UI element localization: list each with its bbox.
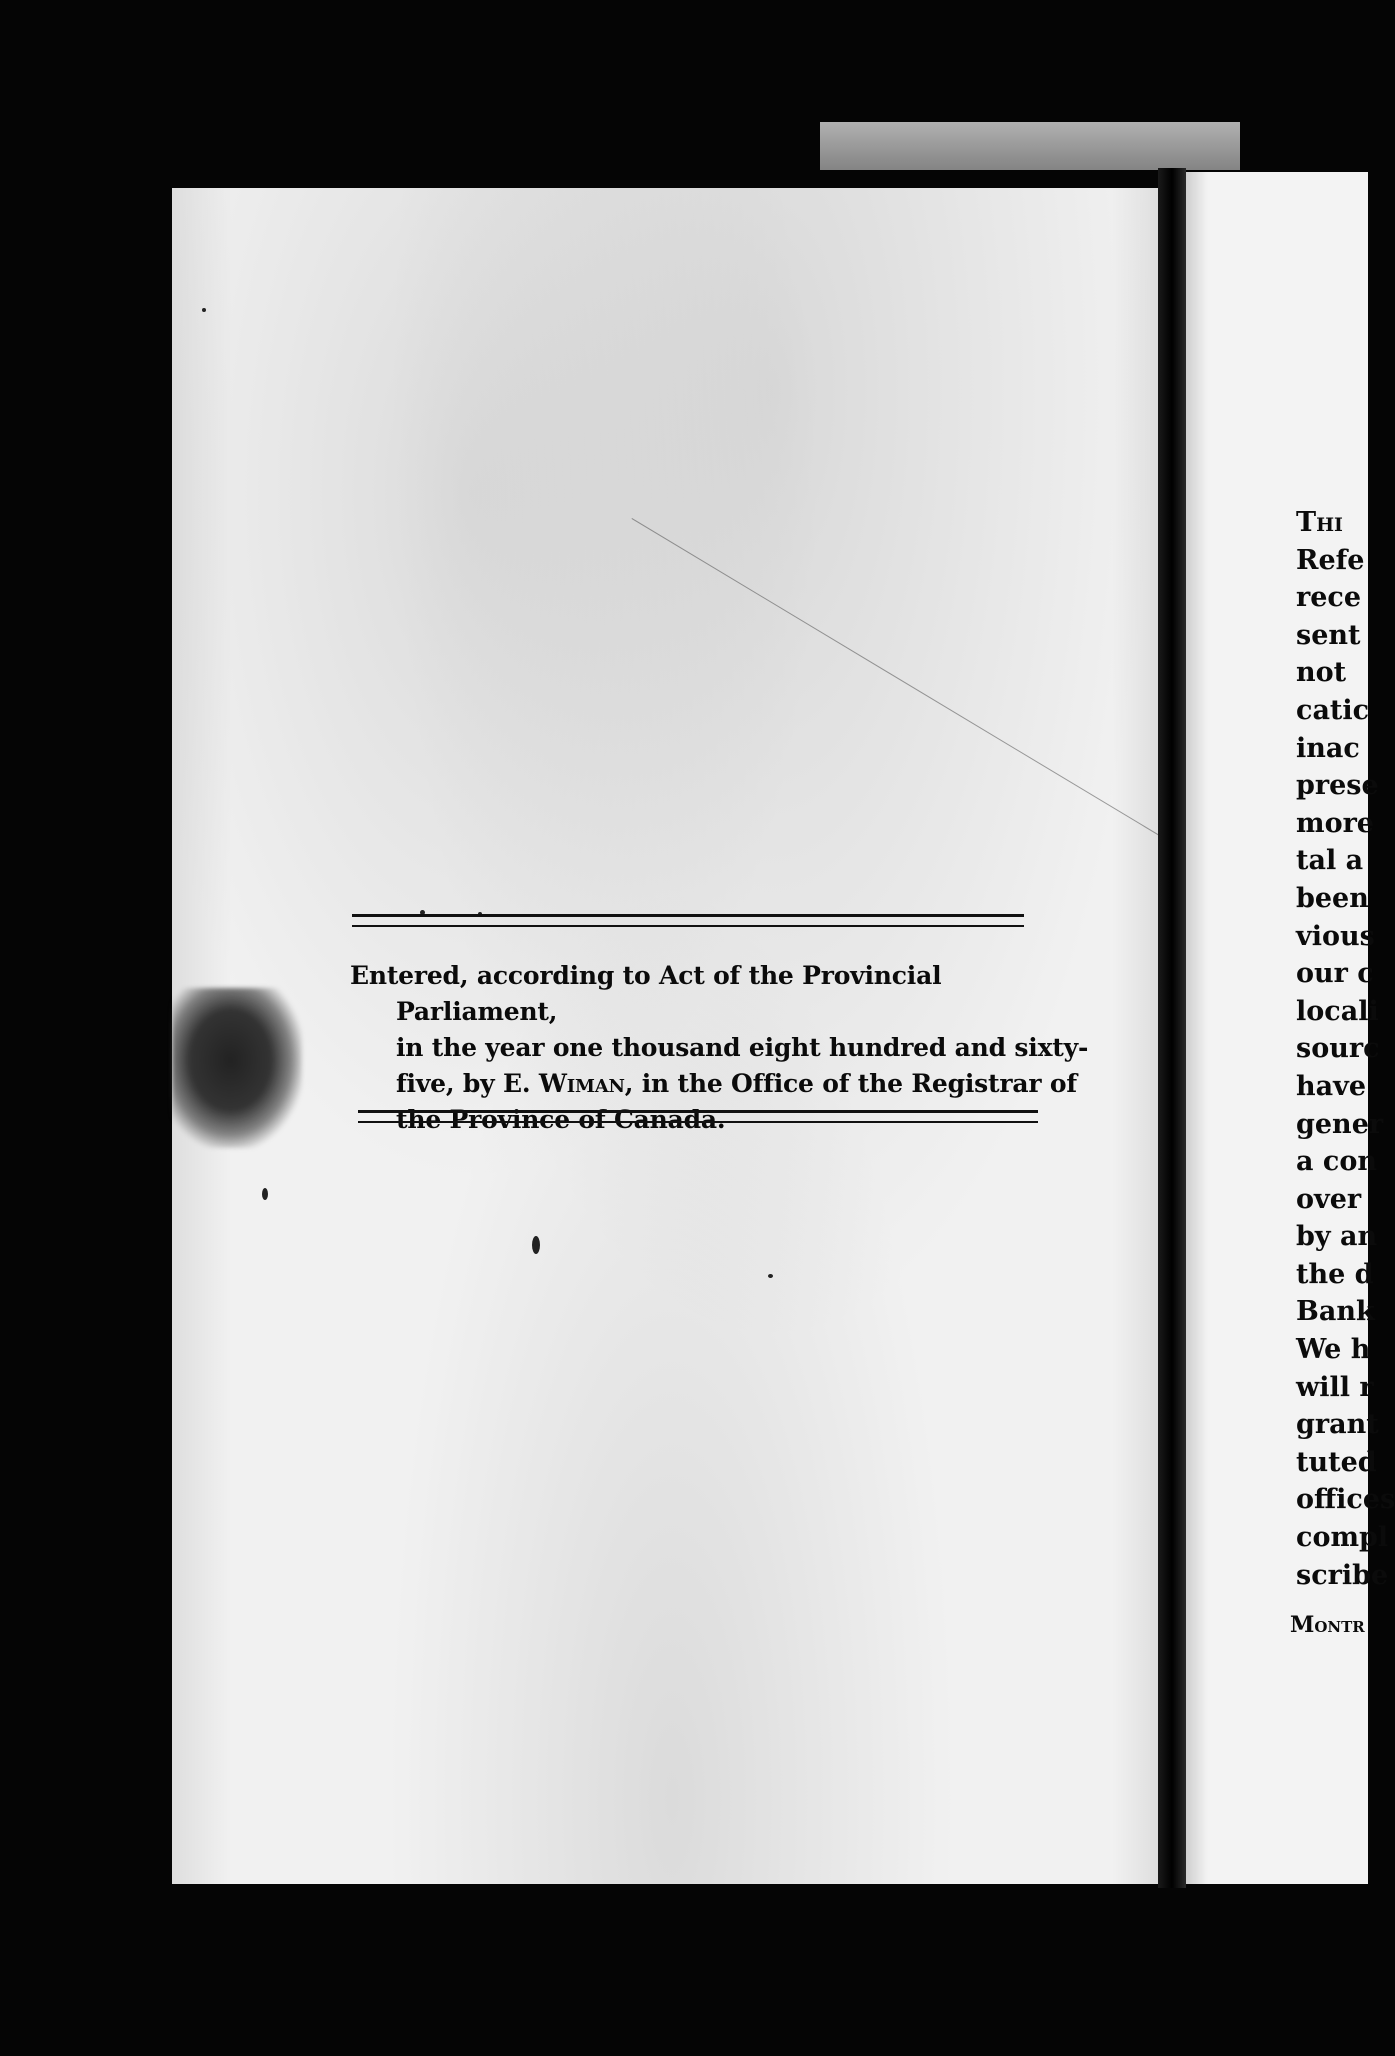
right-line: our c — [1296, 958, 1374, 990]
right-line: compl — [1296, 1522, 1389, 1554]
top-double-rule — [352, 914, 1024, 927]
copyright-line-3-end: , in the Office of the Registrar of — [624, 1069, 1077, 1098]
right-line: Thi — [1296, 507, 1343, 538]
speck — [262, 1188, 268, 1200]
right-line: gener — [1296, 1108, 1384, 1140]
right-line: by an — [1296, 1221, 1378, 1253]
right-line: more — [1296, 807, 1374, 839]
speck — [532, 1236, 540, 1254]
copyright-line-1: Entered, according to Act of the Provincial Parliament, — [350, 961, 942, 1026]
left-page — [172, 188, 1172, 1884]
right-line: sourc — [1296, 1033, 1380, 1065]
speck — [202, 308, 206, 312]
right-line: the d — [1296, 1258, 1374, 1290]
right-line: over — [1296, 1183, 1362, 1215]
right-line: inac — [1296, 732, 1360, 764]
right-line: tal a — [1296, 845, 1364, 877]
right-line: scribe — [1296, 1559, 1389, 1591]
right-line: not — [1296, 657, 1347, 689]
right-line: have — [1296, 1070, 1366, 1102]
right-line: catic — [1296, 694, 1370, 726]
right-line: tuted — [1296, 1446, 1377, 1478]
right-page-strip — [1186, 172, 1395, 1884]
copyright-line-3-start: five, by E. — [396, 1069, 539, 1098]
right-page-footer: Montr — [1290, 1612, 1365, 1638]
copyright-author-name: Wiman — [538, 1069, 625, 1098]
right-line: Refe — [1296, 544, 1365, 576]
right-line: locali — [1296, 995, 1379, 1027]
right-line: been — [1296, 882, 1369, 914]
speck — [768, 1274, 773, 1278]
bottom-double-rule — [358, 1110, 1038, 1123]
ink-blot — [172, 988, 302, 1148]
scan-scratch — [631, 518, 1232, 879]
right-line: Bank — [1296, 1296, 1375, 1328]
book-gutter — [1158, 168, 1186, 1888]
copyright-line-2: in the year one thousand eight hundred and sixty- — [396, 1033, 1089, 1062]
right-line: rece — [1296, 582, 1362, 614]
copyright-line-4: the Province of Canada. — [396, 1105, 726, 1134]
right-line: We h — [1296, 1334, 1371, 1366]
right-line: vious — [1296, 920, 1375, 952]
right-line: a con — [1296, 1146, 1377, 1178]
right-line: grant — [1296, 1409, 1379, 1441]
right-line: offices — [1296, 1484, 1395, 1516]
right-line: prese — [1296, 770, 1379, 802]
right-page-text — [1296, 504, 1395, 1594]
right-line: will r — [1296, 1371, 1374, 1403]
right-line: sent — [1296, 619, 1361, 651]
scan-top-band — [820, 122, 1240, 170]
